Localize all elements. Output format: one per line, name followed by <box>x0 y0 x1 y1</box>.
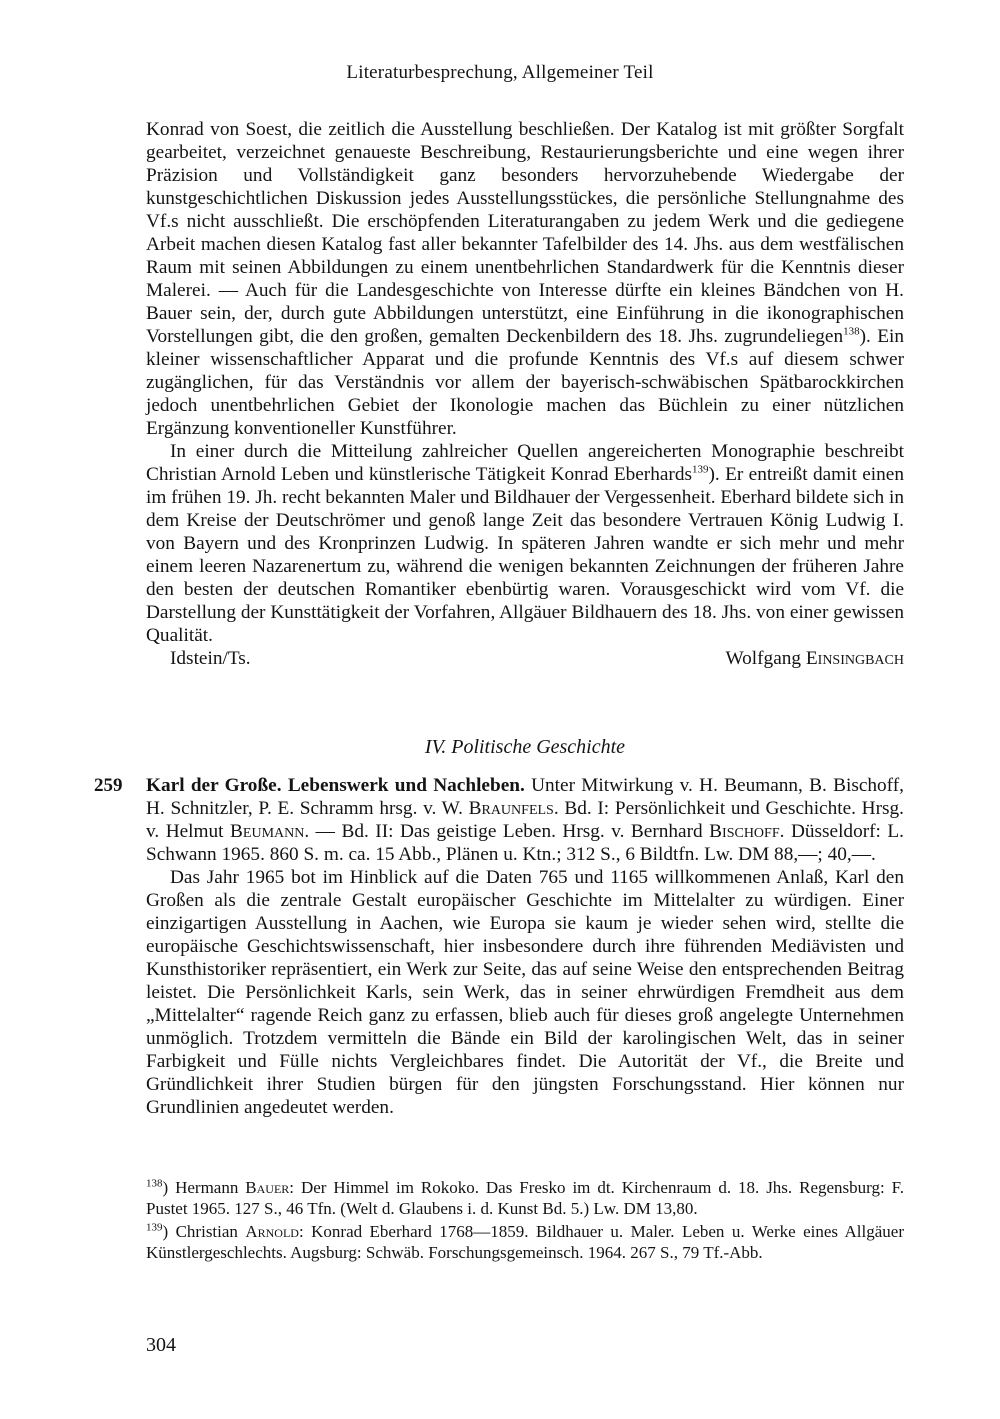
footnote-139: $^{139}$) Christian Arnold: Konrad Eberhard 1768—1859. Bildhauer u. Maler. Leben u. Werke eines Allgäuer Künstlergeschlechts. Augsburg: Schwäb. Forschungsgemeinsch. 1964. 267 S., 79 Tf.-Abb. <box>146 1221 904 1262</box>
section-title: IV. Politische Geschichte <box>424 736 626 758</box>
entry-title: Karl der Große. Lebenswerk und Nachleben. <box>146 775 525 796</box>
signature-name: Wolfgang Einsingbach <box>725 648 904 669</box>
running-head: Literaturbesprechung, Allgemeiner Teil <box>346 62 654 83</box>
bibliographic-entry: Karl der Große. Lebenswerk und Nachleben. Unter Mitwirkung v. H. Beumann, B. Bischoff, H. Schnitzler, P. E. Schramm hrsg. v. W. Braunfels. Bd. I: Persönlichkeit und Geschichte. Hrsg. v. Helmut Beumann. — Bd. II: Das geistige Leben. Hrsg. v. Bernhard Bischoff. Düsseldorf: L. Schwann 1965. 860 S. m. ca. 15 Abb., Plänen u. Ktn.; 312 S., 6 Bildtfn. Lw. DM 88,—; 40,—. <box>146 775 905 865</box>
footnote-138: $^{138}$) Hermann Bauer: Der Himmel im Rokoko. Das Fresko im dt. Kirchenraum d. 18. Jhs. Regensburg: F. Pustet 1965. 127 S., 46 Tfn. (Welt d. Glaubens i. d. Kunst Bd. 5.) Lw. DM 13,80. <box>146 1177 904 1218</box>
reviewer-signature <box>146 647 904 670</box>
signature-place: Idstein/Ts. <box>170 648 251 669</box>
page-number: 304 <box>146 1334 176 1356</box>
footnote-ref-138[interactable]: 138 <box>843 325 860 338</box>
footnotes <box>146 1177 904 1265</box>
review-continuation <box>146 118 904 670</box>
entry-259 <box>146 774 904 1119</box>
footnote-ref-139[interactable]: 139 <box>691 463 709 476</box>
review-paragraph: Das Jahr 1965 bot im Hinblick auf die Daten 765 und 1165 willkommenen Anlaß, Karl den Großen als die zentrale Gestalt europäischer Geschichte im Mittelalter zu würdigen. Einer einzigartigen Ausstellung in Aachen, wie Europa sie kaum je wieder sehen wird, stellte die europäische Geschichtswissenschaft, hier insbesondere durch ihre führenden Mediävisten und Kunsthistoriker repräsentiert, ein Werk zur Seite, das auf seine Weise den entsprechenden Beitrag leistet. Die Persönlichkeit Karls, sein Werk, das in seiner ehrwürdigen Fremdheit aus dem „Mittelalter“ ragende Reich ganz zu erfassen, blieb auch für dieses groß angelegte Unternehmen unmöglich. Trotzdem vermitteln die Bände ein Bild der karolingischen Welt, das in seiner Farbigkeit und Fülle nichts Vergleichbares findet. Die Autorität der Vf., die Breite und Gründlichkeit ihrer Studien bürgen für den jüngsten Forschungsstand. Hier können nur Grundlinien angedeutet werden. <box>146 867 904 1118</box>
entry-number: 259 <box>94 775 123 796</box>
paragraph-eberhard: In einer durch die Mitteilung zahlreicher Quellen angereicherten Monographie beschreibt Christian Arnold Leben und künstlerische Tätigkeit Konrad Eberhards$^{139}$). Er entreißt damit einen im frühen 19. Jh. recht bekannten Maler und Bildhauer der Vergessenheit. Eberhard bildete sich in dem Kreise der Deutschrömer und genoß lange Zeit das besondere Vertrauen König Ludwig I. von Bayern und des Kronprinzen Ludwig. In späteren Jahren wandte er sich mehr und mehr einem leeren Nazarenertum zu, während die wenigen bekannten Zeichnungen der früheren Jahre den besten der deutschen Romantiker ebenbürtig waren. Vorausgeschickt wird vom Vf. die Darstellung der Kunsttätigkeit der Vorfahren, Allgäuer Bildhauern des 18. Jhs. von einer gewissen Qualität. <box>146 441 904 646</box>
paragraph-catalog: Konrad von Soest, die zeitlich die Ausstellung beschließen. Der Katalog ist mit größter Sorgfalt gearbeitet, verzeichnet genaueste Beschreibung, Restaurierungsberichte und eine wegen ihrer Präzision und Vollständigkeit ganz besonders hervorzuhebende Wiedergabe der kunstgeschichtlichen Diskussion jedes Ausstellungsstückes, die persönliche Stellungnahme des Vf.s nicht ausschließt. Die erschöpfenden Literaturangaben zu jedem Werk und die gediegene Arbeit machen diesen Katalog fast aller bekannter Tafelbilder des 14. Jhs. aus dem westfälischen Raum mit seinen Abbildungen zu einem unentbehrlichen Standardwerk für die Kenntnis dieser Malerei. — Auch für die Landesgeschichte von Interesse dürfte ein kleines Bändchen von H. Bauer sein, der, durch gute Abbildungen unterstützt, eine Einführung in die ikonographischen Vorstellungen gibt, die den großen, gemalten Deckenbildern des 18. Jhs. zugrundeliegen$^{138}$). Ein kleiner wissenschaftlicher Apparat und die profunde Kenntnis des Vf.s auf diesem schwer zugänglichen, für das Verständnis vor allem der bayerisch-schwäbischen Spätbarockkirchen jedoch unentbehrlichen Gebiet der Ikonologie machen das Büchlein zu einer nützlichen Ergänzung konventioneller Kunstführer. <box>146 119 904 439</box>
